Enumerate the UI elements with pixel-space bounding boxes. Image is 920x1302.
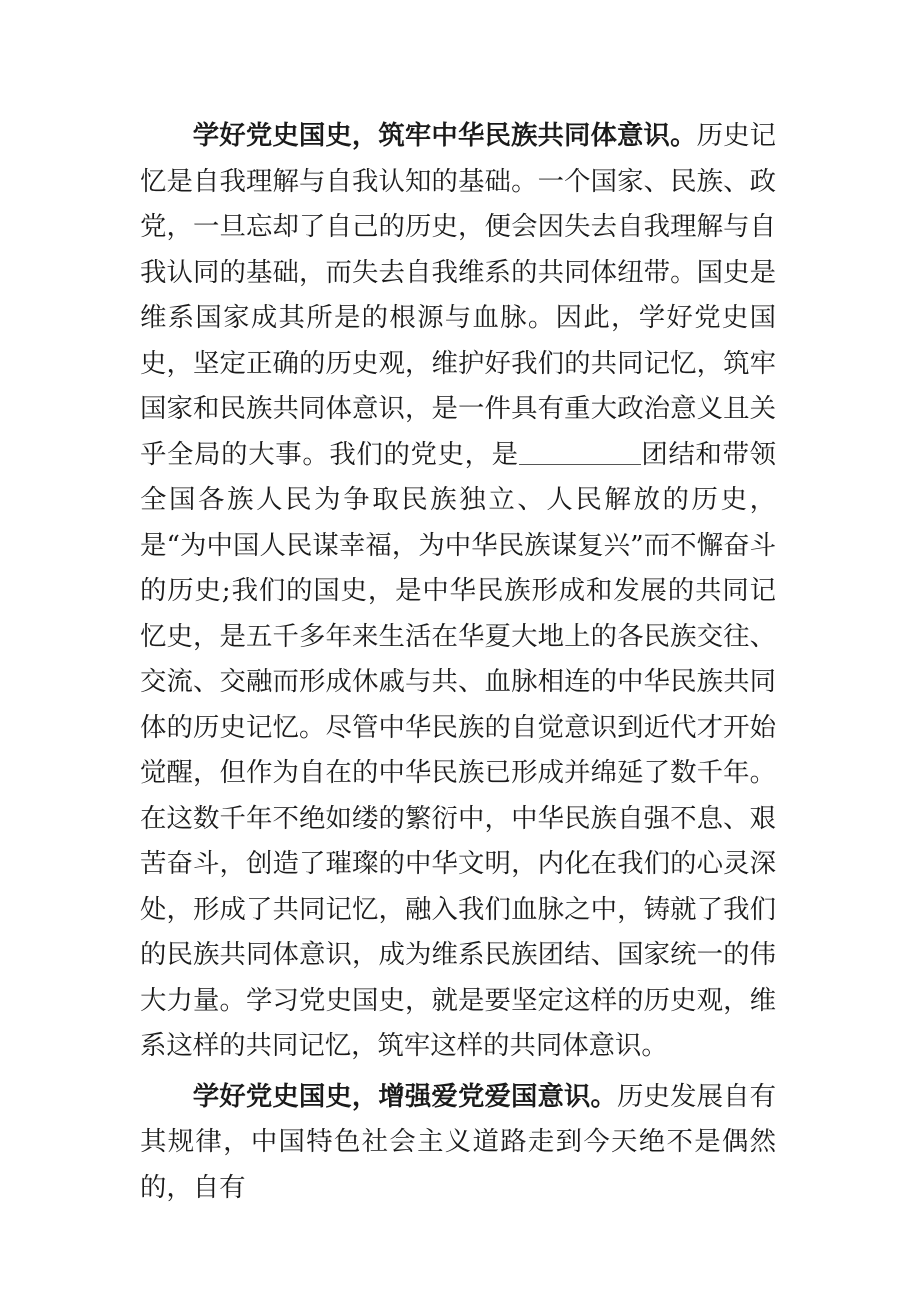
paragraph-1-text-before-blank: 历史记忆是自我理解与自我认知的基础。一个国家、民族、政党，一旦忘却了自己的历史，便会因失去自我理解与自我认同的基础，而失去自我维系的共同体纽带。国史是维系国家成其所是的根源与血脉。因此，学好党史国史，坚定正确的历史观，维护好我们的共同记忆，筑牢国家和民族共同体意识，是一件具有重大政治意义且关乎全局的大事。我们的党史，是 xyxy=(140,120,776,470)
paragraph-2-heading: 学好党史国史，增强爱党爱国意识。 xyxy=(192,1080,618,1112)
paragraph-2 xyxy=(140,1074,776,1211)
paragraph-1-text-after-blank: 团结和带领全国各族人民为争取民族独立、人民解放的历史，是“为中国人民谋幸福，为中华民族谋复兴”而不懈奋斗的历史;我们的国史，是中华民族形成和发展的共同记忆史，是五千多年来生活在华夏大地上的各民族交往、交流、交融而形成休戚与共、血脉相连的中华民族共同体的历史记忆。尽管中华民族的自觉意识到近代才开始觉醒，但作为自在的中华民族已形成并绵延了数千年。在这数千年不绝如缕的繁衍中，中华民族自强不息、艰苦奋斗，创造了璀璨的中华文明，内化在我们的心灵深处，形成了共同记忆，融入我们血脉之中，铸就了我们的民族共同体意识，成为维系民族团结、国家统一的伟大力量。学习党史国史，就是要坚定这样的历史观，维系这样的共同记忆，筑牢这样的共同体意识。 xyxy=(140,438,777,1061)
paragraph-1 xyxy=(140,113,776,1069)
fill-in-blank xyxy=(519,437,641,464)
paragraph-1-heading: 学好党史国史，筑牢中华民族共同体意识。 xyxy=(192,120,697,151)
paragraph-2-text: 历史发展自有其规律，中国特色社会主义道路走到今天绝不是偶然的，自有 xyxy=(140,1080,777,1203)
document-page xyxy=(140,113,776,1210)
